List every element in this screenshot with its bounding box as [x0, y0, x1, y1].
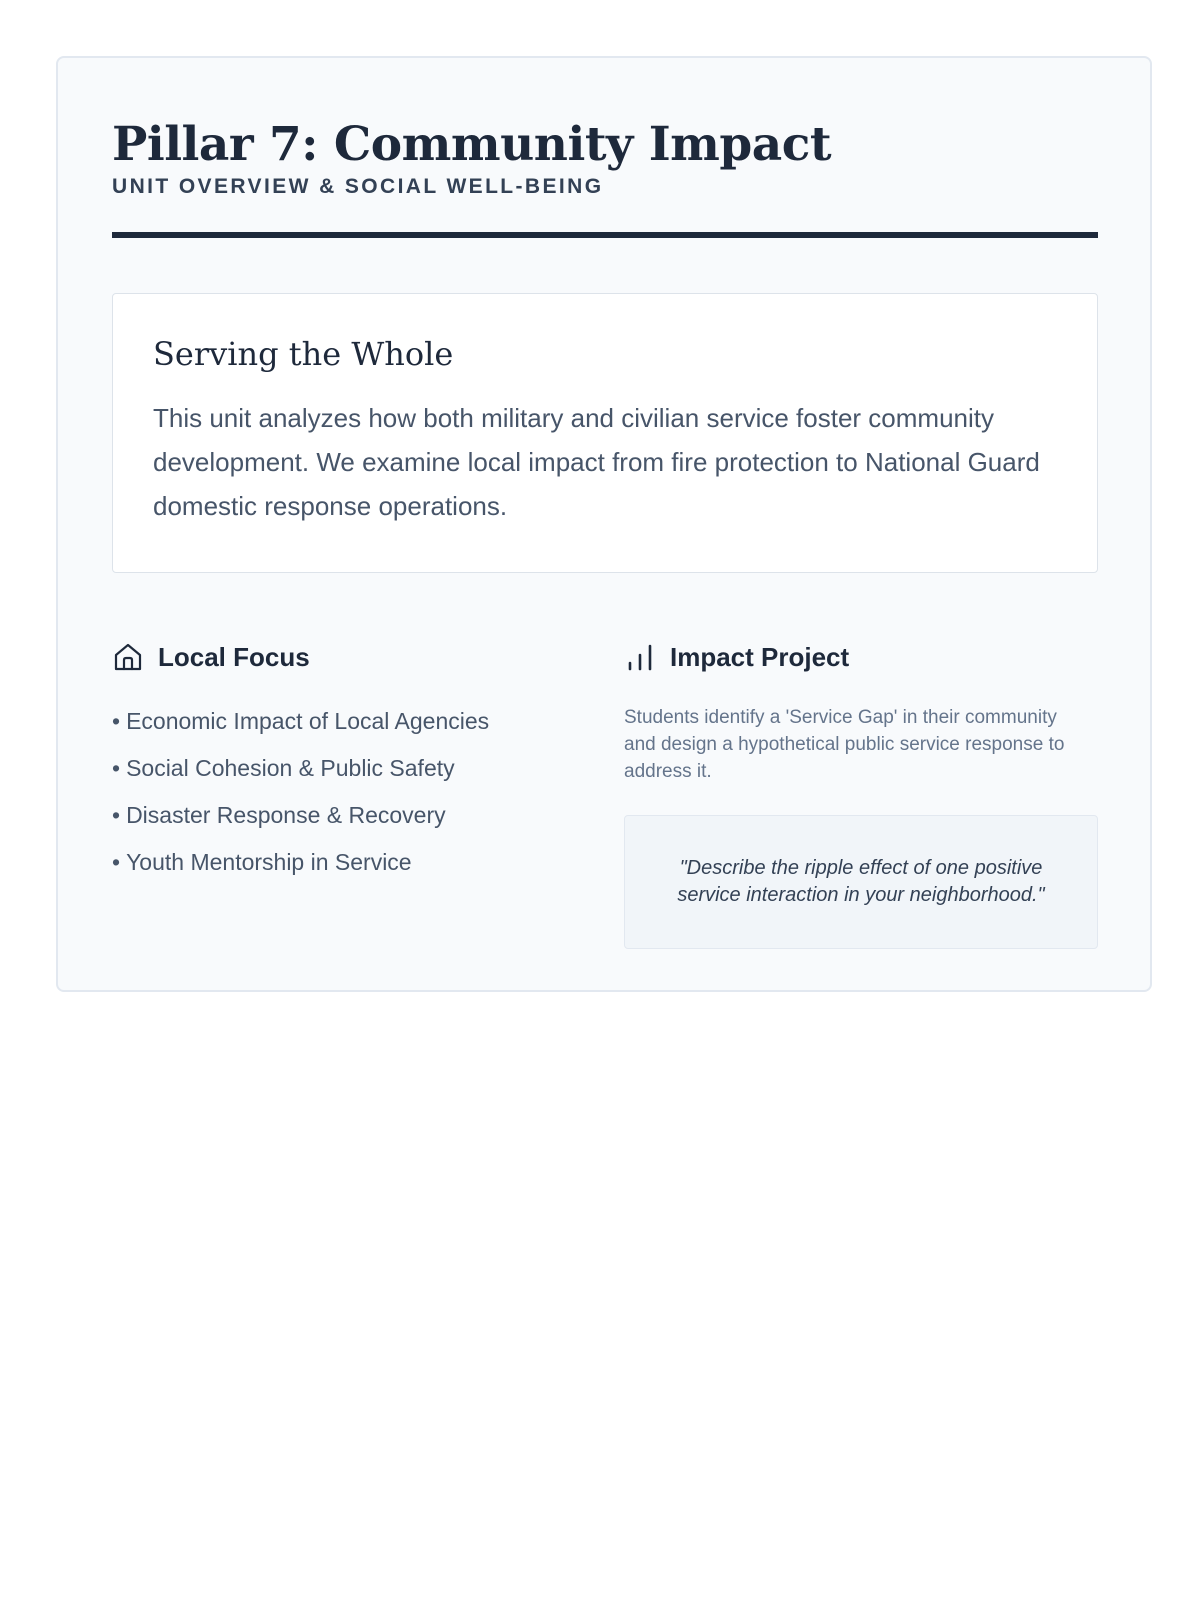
- home-icon: [112, 641, 144, 673]
- header-divider: [112, 232, 1098, 238]
- overview-panel: [112, 293, 1098, 573]
- local-focus-section: [112, 632, 574, 894]
- page-title: Pillar 7: Community Impact: [112, 117, 832, 172]
- list-item-text: Social Cohesion & Public Safety: [126, 755, 455, 781]
- overview-heading: Serving the Whole: [153, 335, 454, 373]
- list-item: [112, 847, 574, 877]
- impact-project-text: Students identify a 'Service Gap' in their community and design a hypothetical public service response to address it.: [624, 707, 1065, 782]
- list-item-text: Economic Impact of Local Agencies: [126, 708, 490, 734]
- list-item-text: Youth Mentorship in Service: [126, 849, 412, 875]
- local-focus-heading: [112, 632, 574, 682]
- page-subtitle: UNIT OVERVIEW & SOCIAL WELL-BEING: [112, 175, 604, 198]
- list-item: [112, 800, 574, 830]
- local-focus-list: [112, 706, 574, 877]
- list-item: [112, 706, 574, 736]
- reflection-prompt: "Describe the ripple effect of one positive service interaction in your neighborhood.": [677, 857, 1045, 906]
- impact-project-heading: [624, 632, 1086, 682]
- list-item-text: Disaster Response & Recovery: [126, 802, 446, 828]
- bullet-glyph: •: [112, 849, 121, 875]
- unit-card: [56, 56, 1152, 992]
- local-focus-title: Local Focus: [158, 642, 310, 672]
- bullet-glyph: •: [112, 802, 121, 828]
- unit-header: [112, 116, 1098, 200]
- bullet-glyph: •: [112, 755, 121, 781]
- reflection-prompt-box: [624, 815, 1098, 949]
- list-item: [112, 753, 574, 783]
- overview-text: This unit analyzes how both military and civilian service foster community development. We examine local impact from fire protection to National Guard domestic response operations.: [153, 403, 1040, 521]
- bar-chart-icon: [624, 641, 656, 673]
- bullet-glyph: •: [112, 708, 121, 734]
- impact-project-title: Impact Project: [670, 642, 850, 672]
- impact-project-section: [624, 632, 1086, 949]
